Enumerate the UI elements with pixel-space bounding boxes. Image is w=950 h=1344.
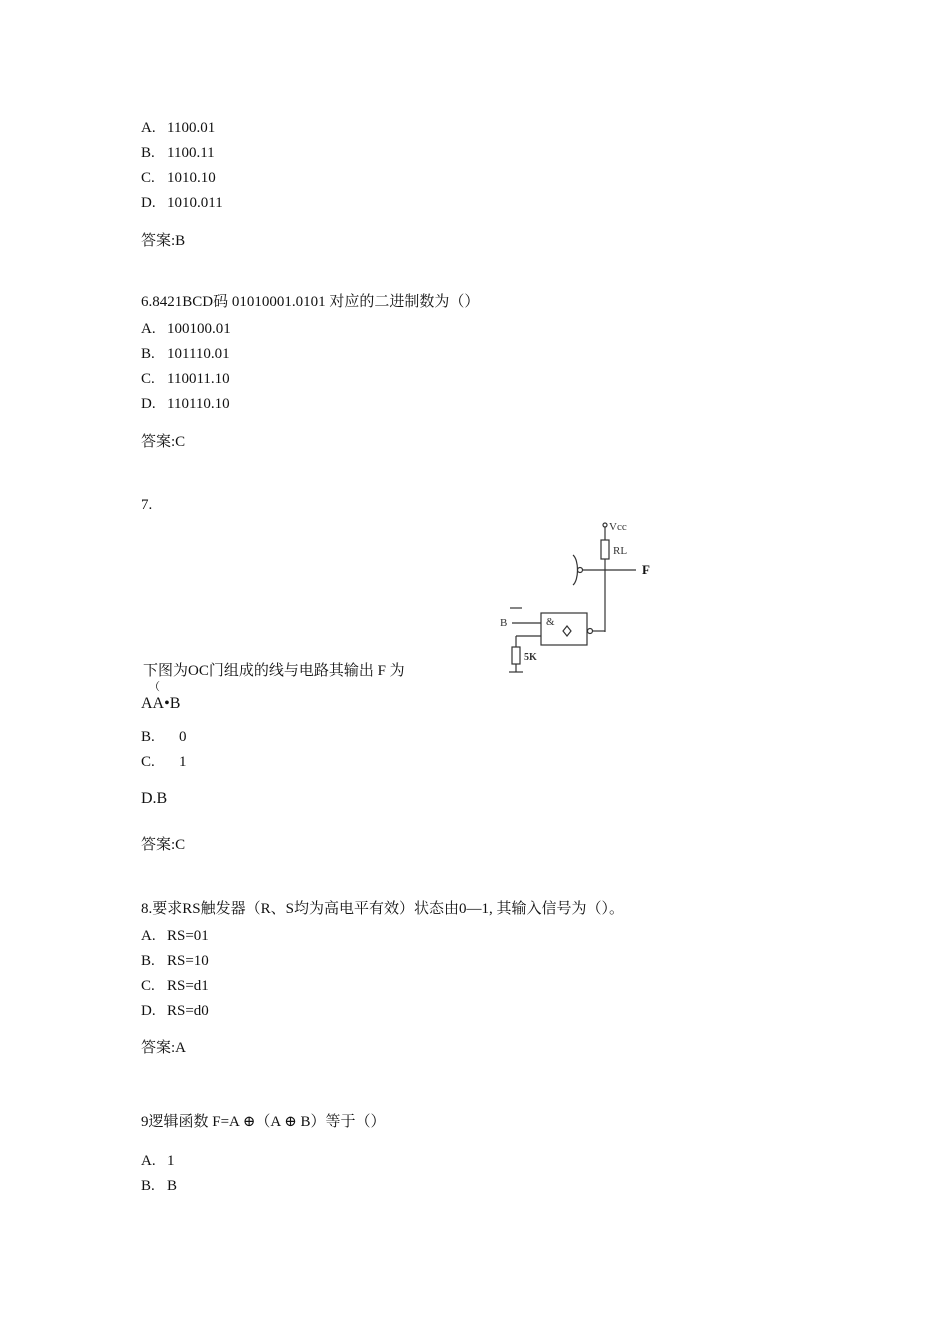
- q6-option-a: A. 100100.01: [141, 321, 231, 337]
- q8-question: 8.要求RS触发器（R、S均为高电平有效）状态由0—1, 其输入信号为（）。: [141, 901, 624, 917]
- q8-option-c: C. RS=d1: [141, 978, 209, 994]
- q6-answer: 答案:C: [141, 434, 186, 450]
- q6-question: 6.8421BCD码 01010001.0101 对应的二进制数为（）: [141, 294, 480, 310]
- q5-option-c: C. 1010.10: [141, 170, 216, 186]
- q7-option-a: AA•B: [141, 695, 181, 712]
- q8-option-a: A. RS=01: [141, 928, 209, 944]
- rl-label: RL: [613, 545, 628, 557]
- q9-question: 9逻辑函数 F=A ⊕（A ⊕ B）等于（）: [141, 1114, 386, 1130]
- q7-number: 7.: [141, 497, 153, 513]
- q7-paren: （: [149, 681, 160, 693]
- q7-question: 下图为OC门组成的线与电路其输出 F 为: [143, 663, 405, 679]
- q5-option-a: A. 1100.01: [141, 120, 216, 136]
- q9-option-b: B. B: [141, 1178, 178, 1194]
- q5-option-d: D. 1010.011: [141, 195, 223, 211]
- q7-option-c: C. 1: [141, 754, 187, 770]
- upper-gate-edge: [573, 555, 578, 585]
- q6-option-c: C. 110011.10: [141, 371, 230, 387]
- q8-option-d: D. RS=d0: [141, 1003, 209, 1019]
- and-gate-label: &: [546, 616, 555, 628]
- q5-option-b: B. 1100.11: [141, 145, 215, 161]
- q6-option-b: B. 101110.01: [141, 346, 230, 362]
- q8-option-b: B. RS=10: [141, 953, 209, 969]
- r5k-resistor: [512, 647, 520, 664]
- r5k-label: 5K: [524, 652, 537, 663]
- q7-answer: 答案:C: [141, 837, 186, 853]
- vcc-terminal: [603, 523, 607, 527]
- output-f-label: F: [642, 562, 650, 577]
- vcc-label: Vcc: [609, 521, 627, 533]
- q8-answer: 答案:A: [141, 1040, 187, 1056]
- q5-answer: 答案:B: [141, 233, 186, 249]
- q9-option-a: A. 1: [141, 1153, 175, 1169]
- q7-option-d: D.B: [141, 790, 168, 807]
- q7-option-b: B. 0: [141, 729, 187, 745]
- oc-symbol-icon: [563, 626, 571, 636]
- rl-resistor: [601, 540, 609, 559]
- input-b-label: B: [500, 617, 508, 629]
- oc-gate-circuit-diagram: [496, 515, 666, 680]
- lower-gate-bubble: [588, 629, 593, 634]
- q6-option-d: D. 110110.10: [141, 396, 230, 412]
- upper-gate-bubble: [578, 568, 583, 573]
